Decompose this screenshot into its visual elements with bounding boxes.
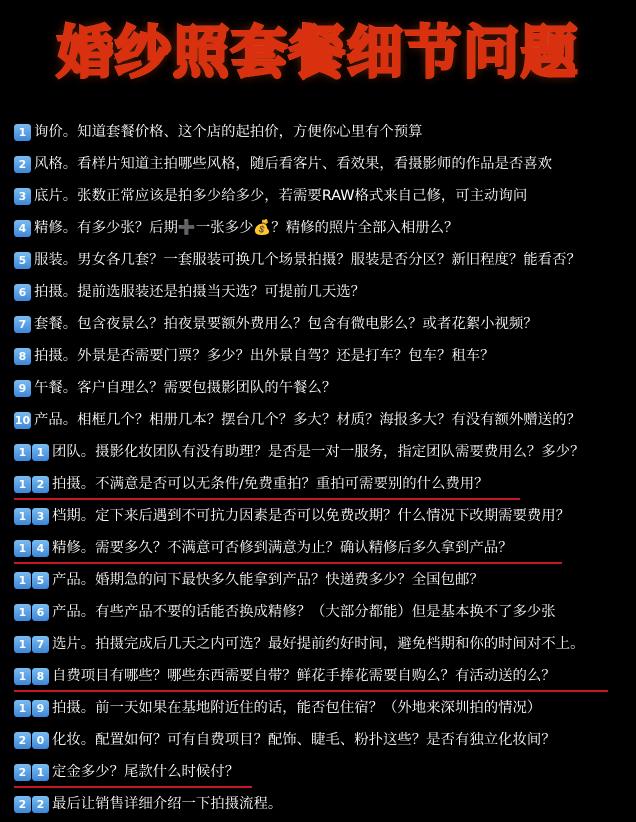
number-badge-group (14, 500, 50, 532)
list-item-text: 自费项目有哪些？哪些东西需要自带？鲜花手捧花需要自购么？有活动送的么？ (52, 668, 556, 684)
number-keycap-icon: 2 (32, 476, 49, 493)
list-item-text: 午餐。客户自理么？需要包摄影团队的午餐么？ (34, 380, 337, 396)
list-item (14, 340, 632, 372)
number-keycap-icon: 3 (14, 188, 31, 205)
list-item-text: 最后让销售详细介绍一下拍摄流程。 (52, 796, 283, 812)
number-keycap-icon: 1 (14, 444, 31, 461)
number-keycap-icon: 9 (14, 380, 31, 397)
number-keycap-icon: 1 (32, 764, 49, 781)
number-badge-group (14, 116, 32, 148)
number-badge-group (14, 148, 32, 180)
list-item (14, 692, 632, 724)
list-item-text: 精修。需要多久？不满意可否修到满意为止？确认精修后多久拿到产品？ (52, 540, 513, 556)
list-item-text: 团队。摄影化妆团队有没有助理？是否是一对一服务，指定团队需要费用么？多少？ (52, 444, 585, 460)
list-item-text: 底片。张数正常应该是拍多少给多少，若需要RAW格式来自己修，可主动询问 (34, 188, 528, 204)
number-keycap-icon: 5 (32, 572, 49, 589)
number-keycap-icon: 9 (32, 700, 49, 717)
list-item (14, 148, 632, 180)
number-keycap-icon: 3 (32, 508, 49, 525)
number-keycap-icon: 8 (14, 348, 31, 365)
list-item (14, 116, 632, 148)
number-keycap-icon: 4 (14, 220, 31, 237)
list-item (14, 628, 632, 660)
number-keycap-icon: 1 (14, 604, 31, 621)
list-item-text: 定金多少？尾款什么时候付？ (52, 764, 240, 780)
list-item (14, 660, 632, 692)
number-badge-group (14, 372, 32, 404)
number-keycap-icon: 1 (14, 572, 31, 589)
number-badge-group (14, 244, 32, 276)
number-badge-group (14, 756, 50, 788)
list-item-text: 选片。拍摄完成后几天之内可选？最好提前约好时间，避免档期和你的时间对不上。 (52, 636, 585, 652)
number-keycap-icon: 2 (14, 764, 31, 781)
number-keycap-icon: 1 (14, 540, 31, 557)
list-item-text: 精修。有多少张？后期➕一张多少💰？精修的照片全部入相册么？ (34, 220, 459, 236)
number-keycap-icon: 1 (14, 476, 31, 493)
number-keycap-icon: 10 (14, 413, 31, 427)
list-item-text: 询价。知道套餐价格、这个店的起拍价，方便你心里有个预算 (34, 124, 423, 140)
number-keycap-icon: 2 (14, 732, 31, 749)
list-item (14, 372, 632, 404)
number-keycap-icon: 8 (32, 668, 49, 685)
list-item-text: 化妆。配置如何？可有自费项目？配饰、睫毛、粉扑这些？是否有独立化妆间？ (52, 732, 556, 748)
number-keycap-icon: 7 (14, 316, 31, 333)
list-item-text: 拍摄。前一天如果在基地附近住的话，能否包住宿？（外地来深圳拍的情况） (52, 700, 542, 716)
number-badge-group (14, 724, 50, 756)
list-item (14, 308, 632, 340)
number-keycap-icon: 1 (14, 508, 31, 525)
list-item-text: 拍摄。提前选服装还是拍摄当天选？可提前几天选？ (34, 284, 365, 300)
number-badge-group (14, 212, 32, 244)
list-item (14, 500, 632, 532)
question-list (14, 116, 632, 820)
number-badge-group (14, 660, 50, 692)
number-keycap-icon: 1 (14, 700, 31, 717)
number-badge-group (14, 180, 32, 212)
number-keycap-icon: 1 (14, 124, 31, 141)
number-badge-group (14, 404, 32, 436)
number-keycap-icon: 6 (32, 604, 49, 621)
list-item (14, 724, 632, 756)
list-item (14, 596, 632, 628)
number-keycap-icon: 0 (32, 732, 49, 749)
number-keycap-icon: 1 (32, 444, 49, 461)
page-title: 婚纱照套餐细节问题 (0, 14, 636, 94)
number-keycap-icon: 4 (32, 540, 49, 557)
list-item (14, 180, 632, 212)
list-item-text: 风格。看样片知道主拍哪些风格，随后看客片、看效果，看摄影师的作品是否喜欢 (34, 156, 553, 172)
list-item-text: 产品。婚期急的问下最快多久能拿到产品？快递费多少？全国包邮？ (52, 572, 484, 588)
list-item-text: 服装。男女各几套？一套服装可换几个场景拍摄？服装是否分区？新旧程度？能看否？ (34, 252, 581, 268)
list-item (14, 244, 632, 276)
list-item-text: 套餐。包含夜景么？拍夜景要额外费用么？包含有微电影么？或者花絮小视频？ (34, 316, 538, 332)
number-keycap-icon: 7 (32, 636, 49, 653)
list-item (14, 212, 632, 244)
number-badge-group (14, 468, 50, 500)
number-badge-group (14, 564, 50, 596)
number-badge-group (14, 308, 32, 340)
list-item-text: 拍摄。外景是否需要门票？多少？出外景自驾？还是打车？包车？租车？ (34, 348, 495, 364)
number-badge-group (14, 596, 50, 628)
list-item (14, 532, 632, 564)
list-item-text: 产品。相框几个？相册几本？摆台几个？多大？材质？海报多大？有没有额外赠送的？ (34, 412, 581, 428)
number-badge-group (14, 628, 50, 660)
number-keycap-icon: 1 (14, 668, 31, 685)
number-keycap-icon: 5 (14, 252, 31, 269)
number-badge-group (14, 340, 32, 372)
number-keycap-icon: 2 (32, 796, 49, 813)
list-item-text: 产品。有些产品不要的话能否换成精修？（大部分都能）但是基本换不了多少张 (52, 604, 556, 620)
number-badge-group (14, 532, 50, 564)
list-item-text: 拍摄。不满意是否可以无条件/免费重拍？重拍可需要别的什么费用？ (52, 476, 489, 492)
list-item (14, 564, 632, 596)
list-item (14, 468, 632, 500)
number-keycap-icon: 2 (14, 156, 31, 173)
number-keycap-icon: 2 (14, 796, 31, 813)
number-badge-group (14, 692, 50, 724)
list-item-text: 档期。定下来后遇到不可抗力因素是否可以免费改期？什么情况下改期需要费用？ (52, 508, 571, 524)
list-item (14, 756, 632, 788)
list-item (14, 276, 632, 308)
list-item (14, 788, 632, 820)
number-badge-group (14, 276, 32, 308)
number-keycap-icon: 1 (14, 636, 31, 653)
list-item (14, 404, 632, 436)
number-keycap-icon: 6 (14, 284, 31, 301)
number-badge-group (14, 436, 50, 468)
number-badge-group (14, 788, 50, 820)
list-item (14, 436, 632, 468)
